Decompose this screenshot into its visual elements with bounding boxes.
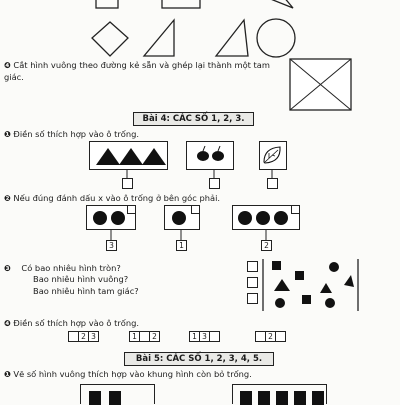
dots-box-three	[232, 205, 300, 230]
question-draw-squares	[4, 369, 252, 381]
question-number: ❶	[4, 130, 11, 139]
squares-frame-right	[232, 384, 327, 404]
question-number: ❷	[4, 194, 11, 203]
question-fill-sequence	[4, 318, 139, 330]
dots-box-one	[164, 205, 200, 230]
tick-box[interactable]	[291, 205, 300, 214]
section-title: Bài 4: CÁC SỐ 1, 2, 3.	[133, 112, 254, 126]
question-text: Điền số thích hợp vào ô trống.	[13, 318, 140, 328]
question-text: Cắt hình vuông theo đường kẻ sẵn và ghép lại thành một tam giác.	[4, 60, 270, 82]
question-text: Nếu đúng đánh dấu x vào ô trống ở bên góc phải.	[13, 193, 221, 203]
squares-frame-left	[80, 384, 155, 404]
answer-box-circles[interactable]	[247, 261, 258, 272]
sequence-cell: 1	[129, 331, 140, 342]
answer-box-triangles[interactable]	[247, 293, 258, 304]
number-label: 2	[261, 240, 272, 251]
question-tick-box	[4, 193, 220, 205]
number-label: 3	[106, 240, 117, 251]
sequence-cell: 2	[149, 331, 160, 342]
sequence-cell[interactable]	[275, 331, 286, 342]
question-number: ❹	[4, 319, 11, 328]
question-text: Điền số thích hợp vào ô trống.	[13, 129, 140, 139]
question-number: ❸	[4, 264, 11, 273]
answer-box-squares[interactable]	[247, 277, 258, 288]
section-title: Bài 5: CÁC SỐ 1, 2, 3, 4, 5.	[124, 352, 274, 366]
question-line-circles: Có bao nhiêu hình tròn?	[21, 263, 121, 273]
sequence-cell: 2	[265, 331, 276, 342]
tick-box[interactable]	[127, 205, 136, 214]
sequence-cell[interactable]	[209, 331, 220, 342]
number-sequence-3	[190, 331, 220, 342]
sequence-cell: 3	[88, 331, 99, 342]
sequence-cell: 1	[189, 331, 200, 342]
question-count-shapes	[4, 263, 121, 275]
question-text: Vẽ số hình vuông thích hợp vào khung hình còn bỏ trống.	[13, 369, 252, 379]
number-label: 1	[176, 240, 187, 251]
number-sequence-2	[130, 331, 160, 342]
tick-box[interactable]	[191, 205, 200, 214]
number-sequence-4	[256, 331, 286, 342]
question-number: ❶	[4, 370, 11, 379]
sequence-cell: 2	[78, 331, 89, 342]
question-line-squares: Bao nhiêu hình vuông?	[33, 274, 129, 284]
number-sequence-1	[69, 331, 99, 342]
sequence-cell: 3	[199, 331, 210, 342]
dots-box-two	[86, 205, 136, 230]
question-line-triangles: Bao nhiêu hình tam giác?	[33, 286, 139, 296]
shapes-count-figure	[262, 257, 360, 319]
question-number: ❹	[4, 61, 11, 70]
